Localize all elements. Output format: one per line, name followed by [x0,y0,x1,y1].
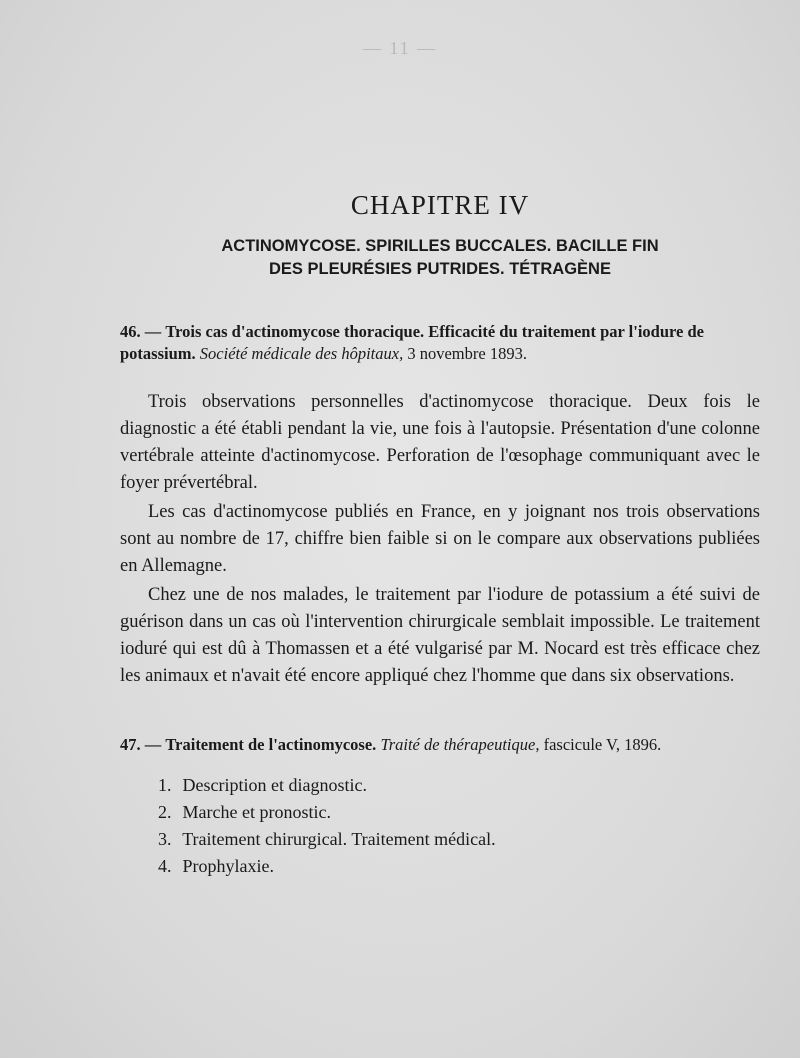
chapter-subtitle-line1: ACTINOMYCOSE. SPIRILLES BUCCALES. BACILLE FIN [221,237,659,255]
list-item-number: 2. [158,802,172,822]
entry-46-title: Trois cas d'actinomycose thoracique. Efficacité du traitement par l'iodure de potassium. [120,322,705,363]
list-item-label: Traitement chirurgical. Traitement médical. [182,829,496,849]
contents-list [120,772,760,880]
list-item [158,853,760,880]
chapter-subtitle [120,235,760,281]
paragraph-3: Chez une de nos malades, le traitement par l'iodure de potassium a été suivi de guérison dans un cas où l'intervention chirurgicale semblait impossible. Le traitement ioduré qui est dû à Thomassen et a été vulgarisé par M. Nocard est très efficace chez les animaux et n'avait été encore appliqué chez l'homme que dans six observations. [120,585,760,686]
list-item [158,772,760,799]
chapter-title: CHAPITRE IV [350,190,530,220]
entry-46-date: 3 novembre 1893. [407,344,527,363]
entry-47-number: 47. — [120,735,162,754]
entry-47-title: Traitement de l'actinomycose. [165,735,377,754]
entry-47-heading [120,734,760,756]
list-item-number: 4. [158,856,172,876]
entry-46-heading [120,321,760,365]
list-item-number: 1. [158,775,172,795]
list-item-number: 3. [158,829,172,849]
page-content [120,190,760,880]
chapter-subtitle-line2: DES PLEURÉSIES PUTRIDES. TÉTRAGÈNE [269,260,611,278]
paragraph-2: Les cas d'actinomycose publiés en France, en y joignant nos trois observations sont au nombre de 17, chiffre bien faible si on le compare aux observations publiées en Allemagne. [120,502,760,576]
list-item-label: Prophylaxie. [182,856,274,876]
entry-46-source: Société médicale des hôpitaux, [199,344,404,363]
list-item-label: Marche et pronostic. [182,802,331,822]
entry-47-details: fascicule V, 1896. [543,735,662,754]
page-number: — 11 — [362,38,438,58]
entry-46-number: 46. — [120,322,162,341]
list-item-label: Description et diagnostic. [182,775,367,795]
paragraph-1: Trois observations personnelles d'actinomycose thoracique. Deux fois le diagnostic a été établi pendant la vie, une fois à l'autopsie. Présentation d'une colonne vertébrale atteinte d'actinomycose. Perforation de l'œsophage communiquant avec le foyer prévertébral. [120,392,760,493]
entry-47-source: Traité de thérapeutique, [380,735,540,754]
list-item [158,799,760,826]
list-item [158,826,760,853]
